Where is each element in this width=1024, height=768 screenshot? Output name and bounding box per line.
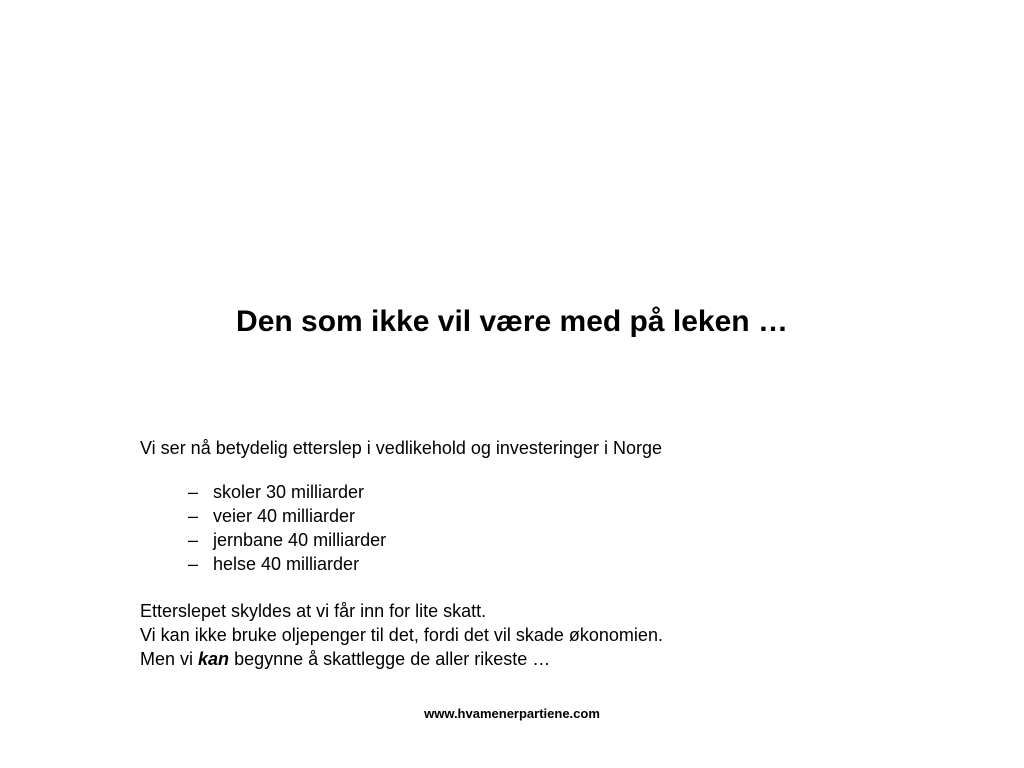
bullet-text: skoler 30 milliarder [213,482,365,502]
dash-marker: – [188,554,199,574]
closing-line-3-suffix: begynne å skattlegge de aller rikeste … [229,649,551,669]
closing-line-3 [140,647,663,671]
bullet-text: helse 40 milliarder [213,554,360,574]
list-item [188,504,386,528]
intro-text: Vi ser nå betydelig etterslep i vedlikehold og investeringer i Norge [140,438,662,458]
closing-line-3-prefix: Men vi [140,649,199,669]
bullet-text: veier 40 milliarder [213,506,356,526]
footer-url: www.hvamenerpartiene.com [424,706,600,721]
slide-title: Den som ikke vil være med på leken … [236,305,788,338]
dash-marker: – [188,506,199,526]
closing-paragraph [140,599,663,671]
list-item [188,552,386,576]
closing-line-2: Vi kan ikke bruke oljepenger til det, fordi det vil skade økonomien. [140,625,663,645]
bullet-text: jernbane 40 milliarder [213,530,387,550]
closing-line-1: Etterslepet skyldes at vi får inn for lite skatt. [140,601,487,621]
dash-marker: – [188,482,199,502]
emphasis-word: kan [198,649,230,669]
list-item [188,528,386,552]
bullet-list [188,480,386,576]
dash-marker: – [188,530,199,550]
list-item [188,480,386,504]
